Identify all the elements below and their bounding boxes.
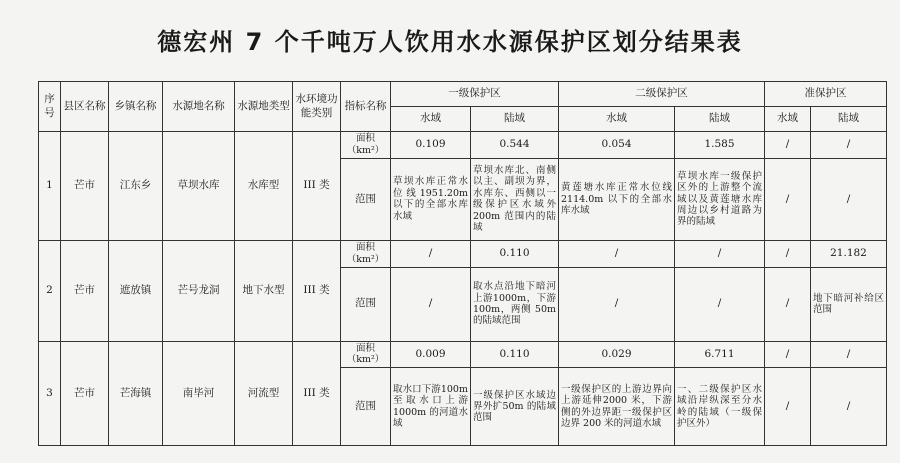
cell-l2-land-area: 1.585 [675,132,765,159]
cell-source-name: 草坝水库 [163,132,235,241]
header-l1-water: 水域 [391,107,471,132]
table-row [39,132,887,159]
cell-l2-land-range: / [675,267,765,341]
cell-l1-water-area: 0.009 [391,341,471,368]
cell-q-water-range: / [765,158,811,240]
header-l1-land: 陆域 [471,107,559,132]
cell-l2-land-area: 6.711 [675,341,765,368]
cell-q-water-range: / [765,267,811,341]
cell-func-zone: III 类 [293,240,341,341]
header-q-land: 陆域 [811,107,887,132]
header-town: 乡镇名称 [109,82,163,132]
header-indicator: 指标名称 [341,82,391,132]
cell-q-water-area: / [765,341,811,368]
page-title: 德宏州 7 个千吨万人饮用水水源保护区划分结果表 [157,28,743,56]
cell-q-land-area: 21.182 [811,240,887,267]
cell-q-water-area: / [765,240,811,267]
header-row-1 [39,82,887,107]
cell-seq: 1 [39,132,61,241]
header-level1: 一级保护区 [391,82,559,107]
cell-source-type: 地下水型 [235,240,293,341]
cell-county: 芒市 [61,132,109,241]
header-source-name: 水源地名称 [163,82,235,132]
header-level2: 二级保护区 [559,82,765,107]
cell-q-land-range: 地下暗河补给区范围 [811,267,887,341]
cell-indicator-range: 范围 [341,267,391,341]
cell-l2-land-range: 草坝水库一级保护区外的上游整个流域以及黄莲塘水库周边以乡村道路为界的陆域 [675,158,765,240]
cell-func-zone: III 类 [293,341,341,446]
cell-l1-water-area: 0.109 [391,132,471,159]
cell-l1-water-range: 草坝水库正常水位线1951.20m 以下的全部水库水域 [391,158,471,240]
header-q-water: 水域 [765,107,811,132]
header-l2-water: 水域 [559,107,675,132]
cell-indicator-range: 范围 [341,158,391,240]
table-row [39,240,887,267]
cell-l1-land-area: 0.110 [471,240,559,267]
cell-seq: 2 [39,240,61,341]
cell-l2-water-range: / [559,267,675,341]
header-seq: 序号 [39,82,61,132]
cell-l2-water-area: 0.029 [559,341,675,368]
cell-q-land-range: / [811,158,887,240]
table-row [39,341,887,368]
cell-l1-land-range: 一级保护区水域边界外扩50m 的陆域范围 [471,368,559,446]
cell-town: 遮放镇 [109,240,163,341]
cell-l2-water-area: 0.054 [559,132,675,159]
cell-l2-land-range: 一、二级保护区水域沿岸纵深至分水岭的陆域（一级保护区外） [675,368,765,446]
cell-indicator-range: 范围 [341,368,391,446]
header-source-type: 水源地类型 [235,82,293,132]
cell-indicator-area: 面积（km²） [341,132,391,159]
cell-source-name: 芒号龙洞 [163,240,235,341]
cell-source-type: 水库型 [235,132,293,241]
cell-l2-water-range: 黄莲塘水库正常水位线 2114.0m 以下的全部水库水域 [559,158,675,240]
cell-q-land-area: / [811,132,887,159]
header-county: 县区名称 [61,82,109,132]
header-func-zone: 水环境功能类别 [293,82,341,132]
cell-indicator-area: 面积（km²） [341,240,391,267]
cell-l2-water-range: 一级保护区的上游边界向上游延伸2000 米，下游侧的外边界距一级保护区边界 200 米的河道水域 [559,368,675,446]
cell-l1-land-range: 取水点沿地下暗河上游1000m，下游100m，两侧 50m 的陆域范围 [471,267,559,341]
cell-indicator-area: 面积（km²） [341,341,391,368]
cell-l1-water-area: / [391,240,471,267]
cell-l1-land-area: 0.110 [471,341,559,368]
header-l2-land: 陆域 [675,107,765,132]
cell-l1-land-range: 草坝水库北、南侧以主、副坝为界，水库东、西侧以一级保护区水域外 200m 范围内的陆域 [471,158,559,240]
cell-l1-water-range: 取水口下游100m 至取水口上游1000m 的河道水域 [391,368,471,446]
cell-county: 芒市 [61,240,109,341]
cell-county: 芒市 [61,341,109,446]
cell-source-name: 南毕河 [163,341,235,446]
cell-q-water-range: / [765,368,811,446]
cell-source-type: 河流型 [235,341,293,446]
cell-l2-land-area: / [675,240,765,267]
cell-seq: 3 [39,341,61,446]
header-quasi: 准保护区 [765,82,887,107]
cell-q-land-range: / [811,368,887,446]
cell-town: 江东乡 [109,132,163,241]
cell-l2-water-area: / [559,240,675,267]
cell-q-water-area: / [765,132,811,159]
cell-func-zone: III 类 [293,132,341,241]
cell-town: 芒海镇 [109,341,163,446]
cell-l1-land-area: 0.544 [471,132,559,159]
cell-l1-water-range: / [391,267,471,341]
results-table [38,81,887,446]
cell-q-land-area: / [811,341,887,368]
